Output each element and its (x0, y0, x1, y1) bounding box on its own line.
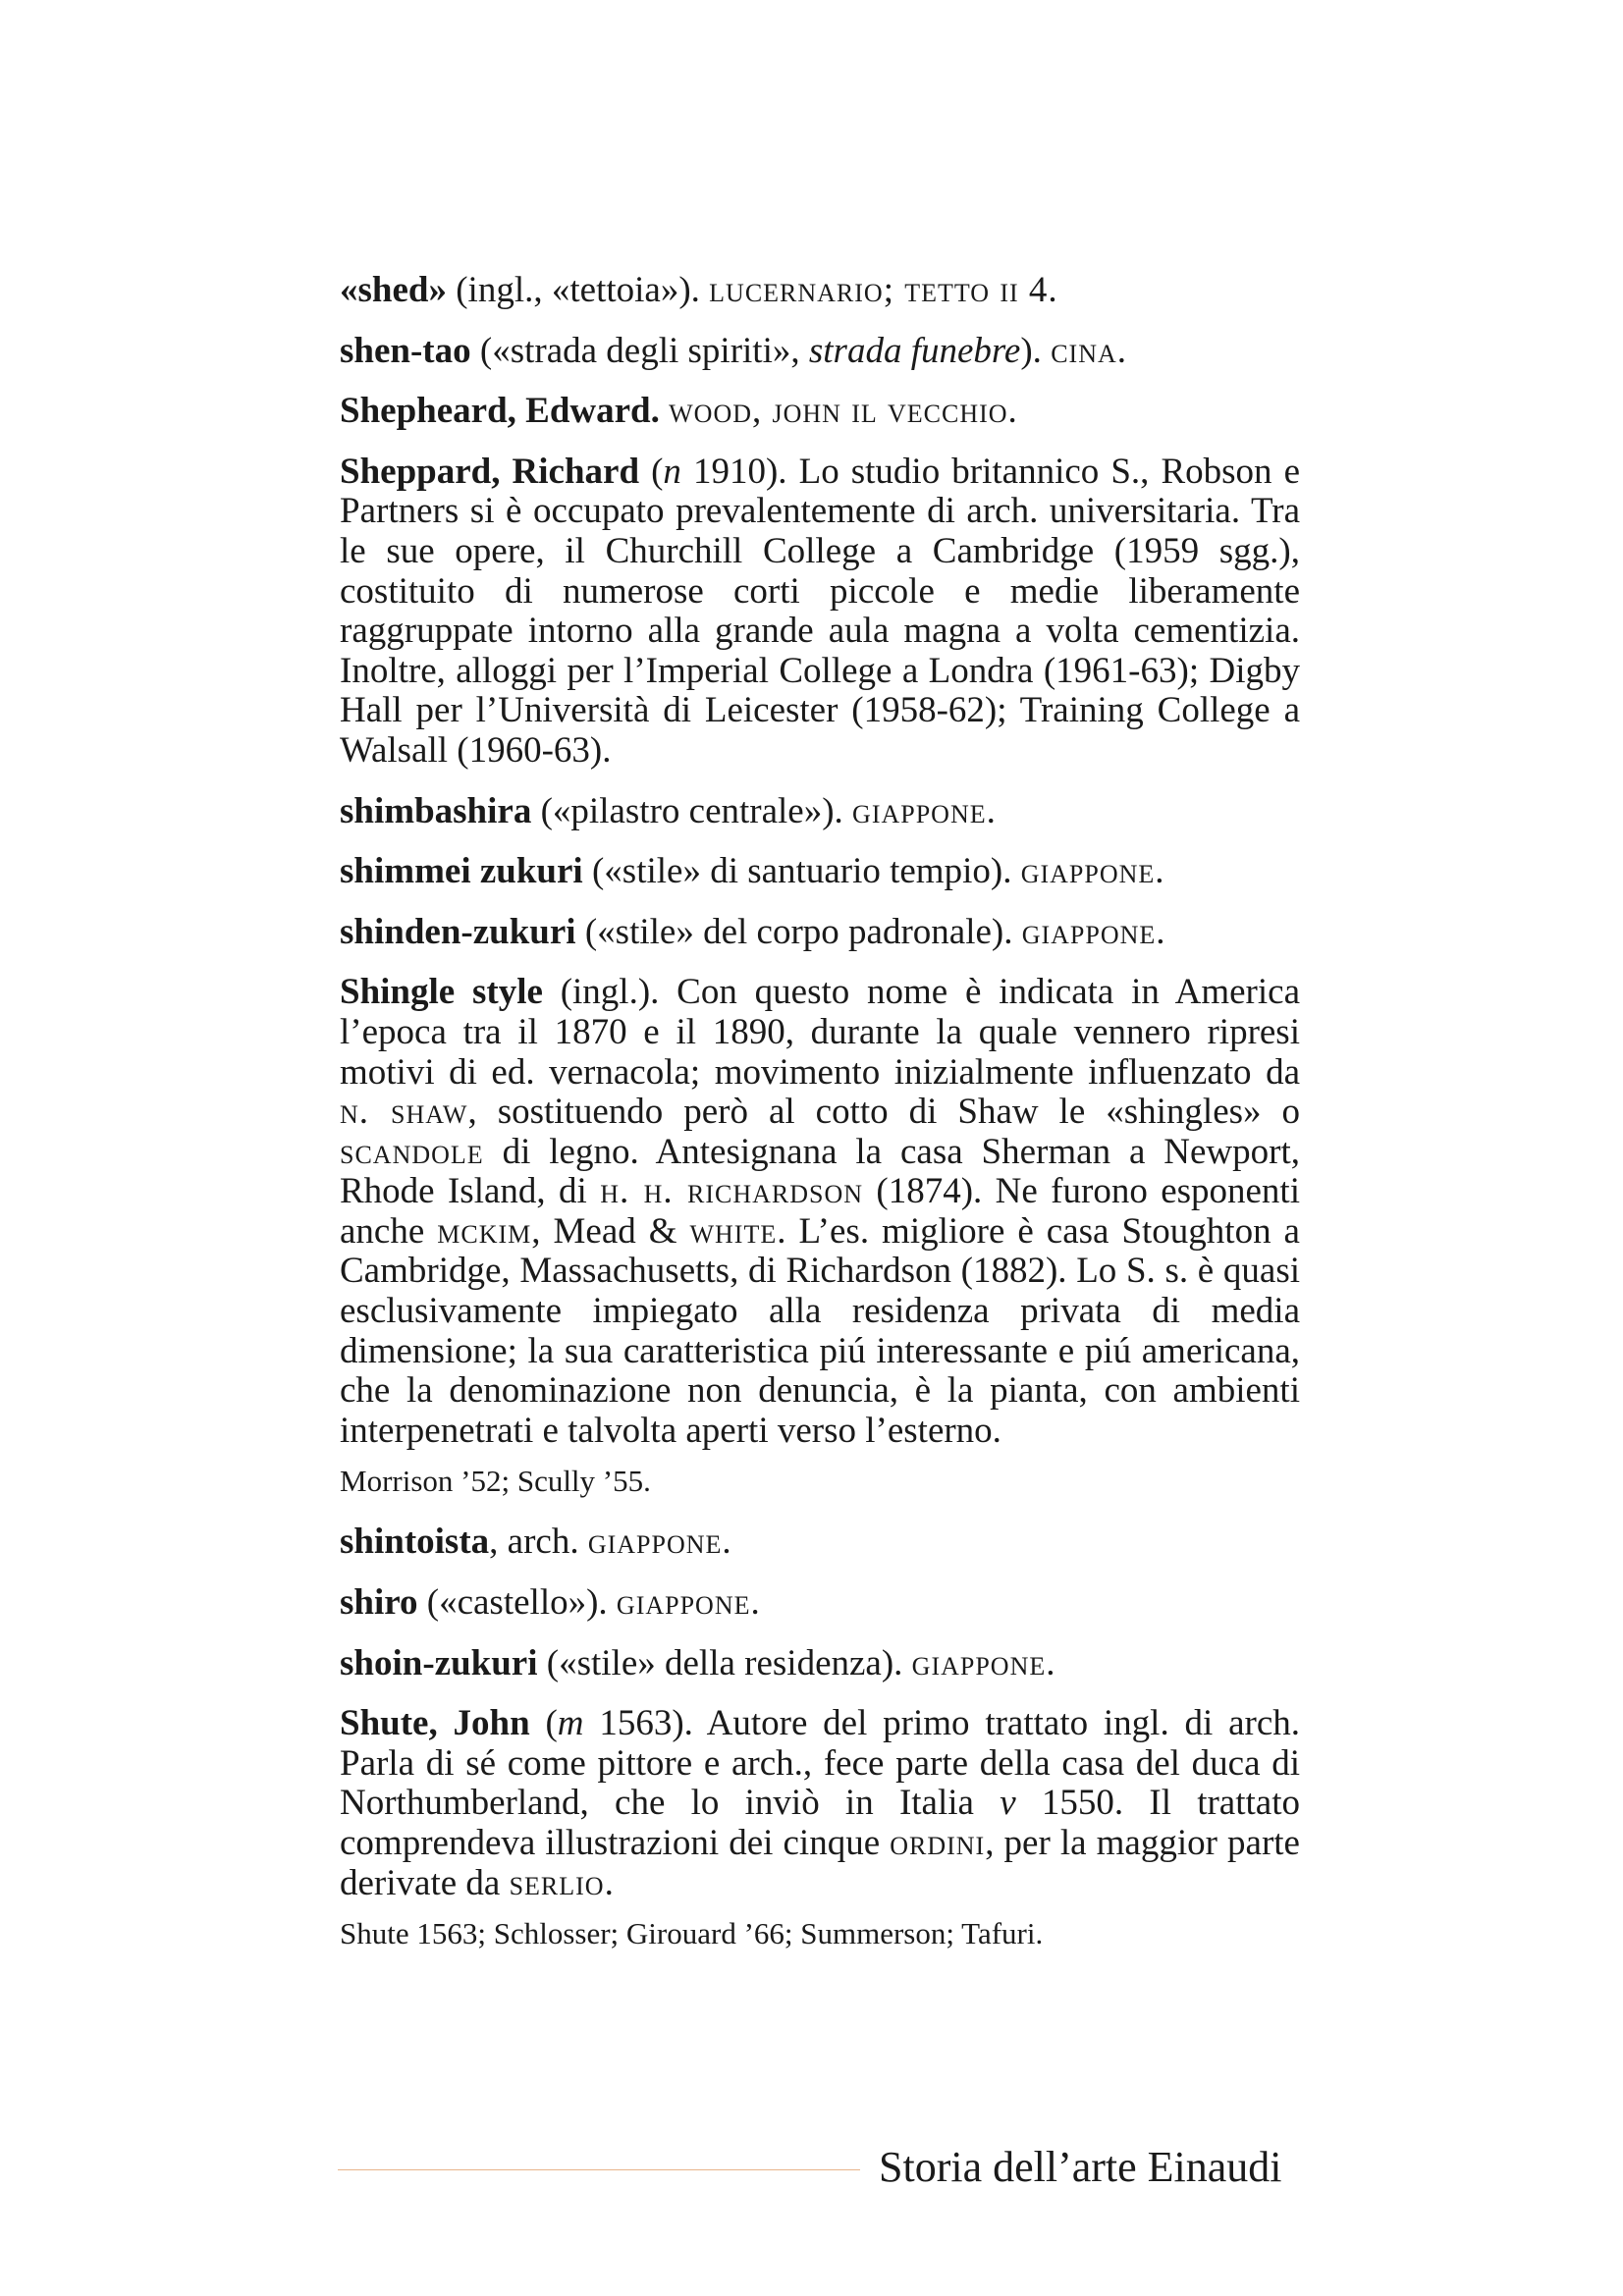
entry-text: («stile» della residenza). (537, 1642, 912, 1683)
bibliography: Shute 1563; Schlosser; Girouard ’66; Summerson; Tafuri. (340, 1916, 1044, 1951)
entry-text: , Mead & (531, 1210, 690, 1252)
entry-shimmei-zukuri (340, 852, 1300, 892)
entry-text: ( (639, 451, 664, 492)
entry-shed (340, 271, 1300, 311)
entry-head: shimbashira (340, 790, 532, 831)
entry-text: (1874). Ne furono esponenti anche (340, 1171, 1300, 1252)
entry-text: . (604, 1862, 614, 1903)
entry-text: («pilastro centrale»). (531, 790, 853, 831)
entry-column (340, 271, 1300, 1975)
footer-rule (338, 2169, 860, 2170)
entry-text: , arch. (489, 1522, 588, 1563)
entry-text: («strada degli spiriti», (470, 330, 809, 371)
entry-text (660, 391, 669, 431)
entry-head: shintoista (340, 1522, 490, 1563)
entry-shen-tao (340, 332, 1300, 372)
entry-shintoista (340, 1522, 1300, 1563)
entry-text: («stile» di santuario tempio). (582, 851, 1021, 892)
entry-shute (340, 1704, 1300, 1903)
cross-reference[interactable]: ordini (890, 1823, 986, 1863)
entry-text: di legno. Antesignana la casa Sherman a Newport, Rhode Island, di (340, 1131, 1300, 1212)
entry-text: ( (529, 1703, 558, 1744)
cross-reference[interactable]: wood, john il vecchio. (669, 391, 1018, 432)
entry-italic: strada funebre (808, 330, 1021, 371)
cross-reference[interactable]: h. h. richardson (600, 1171, 864, 1212)
entry-sheppard (340, 453, 1300, 772)
cross-reference[interactable]: cina. (1051, 330, 1127, 371)
entry-text: («castello»). (417, 1582, 617, 1624)
entry-head: shen-tao (340, 330, 471, 371)
entry-text: (ingl.). Con questo nome è indicata in America l’epoca tra il 1870 e il 1890, durante la quale vennero ripresi motivi di ed. vernacola; movimento inizialmente influenzato da (340, 972, 1300, 1093)
entry-head: Shingle style (340, 972, 543, 1013)
entry-text: , sostituendo però al cotto di Shaw le «shingles» o (467, 1092, 1300, 1133)
entry-head: shimmei zukuri (340, 851, 583, 892)
cross-reference[interactable]: giappone. (911, 1642, 1056, 1683)
cross-reference[interactable]: giappone. (1020, 851, 1165, 892)
entry-shinden-zukuri (340, 913, 1300, 953)
entry-text: . L’es. migliore è casa Stoughton a Cambridge, Massachusetts, di Richardson (1882). Lo S. s. è quasi esclusivamente impiegato alla residenza privata di media dimensione; la sua caratteristica piú interessante e piú americana, che la denominazione non denuncia, è la pianta, con ambienti interpenetrati e talvolta aperti verso l’esterno. (340, 1210, 1300, 1451)
entry-italic: n (663, 451, 681, 492)
entry-text: ). (1020, 330, 1052, 371)
entry-shiro (340, 1583, 1300, 1624)
cross-reference[interactable]: giappone. (587, 1522, 732, 1563)
entry-shoin-zukuri (340, 1644, 1300, 1684)
cross-reference[interactable]: lucernario; tetto ii 4. (709, 270, 1058, 310)
cross-reference[interactable]: n. shaw (340, 1092, 468, 1133)
entry-text: («stile» del corpo padronale). (575, 911, 1022, 952)
cross-reference[interactable]: mckim (437, 1210, 532, 1252)
footer-title: Storia dell’arte Einaudi (879, 2143, 1282, 2191)
entry-head: Shute, John (340, 1703, 530, 1744)
entry-italic: v (1000, 1783, 1016, 1824)
cross-reference[interactable]: serlio (509, 1862, 605, 1903)
entry-shepheard (340, 392, 1300, 432)
entry-shimbashira (340, 792, 1300, 832)
entry-head: shiro (340, 1582, 418, 1624)
entry-head: Sheppard, Richard (340, 451, 640, 492)
entry-text: , per la maggior parte derivate da (340, 1823, 1300, 1903)
entry-head: «shed» (340, 270, 447, 310)
cross-reference[interactable]: white (689, 1210, 778, 1252)
cross-reference[interactable]: giappone. (616, 1582, 761, 1624)
entry-text: 1550. Il trattato comprendeva illustrazioni dei cinque (340, 1783, 1300, 1863)
entry-head: Shepheard, Edward. (340, 391, 660, 432)
entry-italic: m (557, 1703, 584, 1744)
entry-shingle-style (340, 973, 1300, 1451)
cross-reference[interactable]: giappone. (852, 790, 997, 831)
entry-head: shoin-zukuri (340, 1642, 538, 1683)
bibliography: Morrison ’52; Scully ’55. (340, 1464, 651, 1499)
entry-text: 1910). Lo studio britannico S., Robson e Partners si è occupato prevalentemente di arch. universitaria. Tra le sue opere, il Churchill College a Cambridge (1959 sgg.), costituito di numerose corti piccole e medie liberamente raggruppate intorno alla grande aula magna a volta cementizia. Inoltre, alloggi per l’Imperial College a Londra (1961-63); Digby Hall per l’Università di Leicester (1958-62); Training College a Walsall (1960-63). (340, 451, 1301, 771)
entry-text: (ingl., «tettoia»). (446, 270, 710, 310)
entry-text: 1563). Autore del primo trattato ingl. di arch. Parla di sé come pittore e arch., fece parte della casa del duca di Northumberland, che lo inviò in Italia (340, 1703, 1300, 1824)
cross-reference[interactable]: scandole (340, 1131, 484, 1172)
cross-reference[interactable]: giappone. (1021, 911, 1166, 952)
entry-head: shinden-zukuri (340, 911, 576, 952)
